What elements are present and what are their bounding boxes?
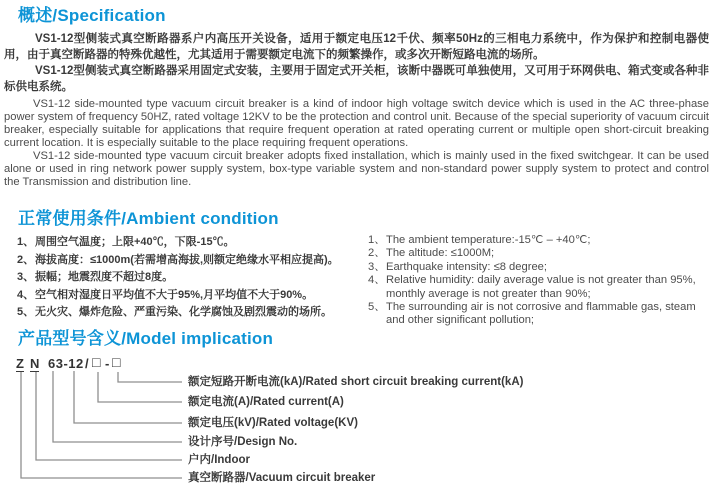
list-item <box>17 287 365 305</box>
list-item <box>17 304 365 322</box>
list-item-text: The surrounding air is not corrosive and flammable gas, steam and other significant pollution; <box>386 301 696 327</box>
list-item-text: 周围空气温度；上限+40℃，下限-15℃。 <box>35 236 235 248</box>
list-item <box>17 252 365 270</box>
ambient-list-en <box>368 234 711 328</box>
list-item-text: The altitude: ≤1000M; <box>386 247 495 260</box>
model-label-vacuum-circuit-breaker: 真空断路器/Vacuum circuit breaker <box>188 471 376 484</box>
list-item <box>368 274 711 301</box>
list-item-number: 4、 <box>368 274 386 287</box>
section-title-specification: 概述/Specification <box>18 6 166 25</box>
list-item-number: 3、 <box>368 260 386 273</box>
model-code-placeholder-box-1: □ <box>92 353 101 370</box>
model-label-rated-short-circuit-breaking-current: 额定短路开断电流(kA)/Rated short circuit breaking current(kA) <box>188 375 524 388</box>
model-code-letter-n: N <box>30 355 40 371</box>
list-item <box>368 301 711 328</box>
list-item-number: 1、 <box>368 234 386 246</box>
list-item-text: 空气相对湿度日平均值不大于95%,月平均值不大于90%。 <box>35 288 314 301</box>
list-item <box>368 261 711 274</box>
list-item-number: 5、 <box>368 301 386 314</box>
list-item <box>368 247 711 260</box>
ambient-condition-columns <box>0 234 722 328</box>
list-item-text: 海拔高度：≤1000m(若需增高海拔,则额定绝缘水平相应提高)。 <box>35 253 339 266</box>
list-item-number: 2、 <box>17 253 35 266</box>
model-designation-diagram <box>0 355 722 485</box>
list-item-text: The ambient temperature:-15℃ – +40℃; <box>386 234 591 246</box>
model-code-slash: / <box>85 355 89 371</box>
list-item-number: 5、 <box>17 306 35 318</box>
model-label-design-no: 设计序号/Design No. <box>188 435 298 448</box>
list-item <box>17 269 365 287</box>
spec-paragraph-zh-2: VS1-12型侧装式真空断路器采用固定式安装，主要用于固定式开关柜，该断中器既可单独使用，又可用于环网供电、箱式变或各种非标供电系统。 <box>4 65 709 93</box>
model-code-letter-z: Z <box>16 355 24 371</box>
list-item-text: Relative humidity: daily average value is not greater than 95%, monthly average is not greater than 90%; <box>386 274 696 300</box>
section-title-model-implication: 产品型号含义/Model implication <box>18 328 274 348</box>
model-label-indoor: 户内/Indoor <box>188 453 250 466</box>
section-title-ambient-condition: 正常使用条件/Ambient condition <box>18 209 279 228</box>
model-label-rated-current: 额定电流(A)/Rated current(A) <box>188 395 344 408</box>
model-code-design-voltage: 63-12 <box>48 355 84 371</box>
list-item-number: 4、 <box>17 288 35 301</box>
model-code-placeholder-box-2: □ <box>112 353 121 370</box>
model-label-rated-voltage: 额定电压(kV)/Rated voltage(KV) <box>188 416 358 429</box>
spec-paragraph-en-2: VS1-12 side-mounted type vacuum circuit breaker adopts fixed installation, which is mainly used in the fixed switchgear. It can be used alone or used in ring network power supply system, box-type variable system and non-standard power supply system to protect and control the Transmission and distribution line. <box>4 150 709 188</box>
list-item-number: 1、 <box>17 236 35 248</box>
list-item-text: 无火灾、爆炸危险、严重污染、化学腐蚀及剧烈震动的场所。 <box>35 306 332 318</box>
list-item-number: 3、 <box>17 271 35 283</box>
list-item <box>368 234 711 247</box>
list-item-number: 2、 <box>368 247 386 260</box>
list-item-text: Earthquake intensity: ≤8 degree; <box>386 260 548 273</box>
spec-paragraph-en-1: VS1-12 side-mounted type vacuum circuit breaker is a kind of indoor high voltage switch device which is used in the AC three-phase power system of frequency 50HZ, rated voltage 12KV to be the protection and control unit. Because of the special superiority of vacuum circuit breaker, especially suitable for applications that require frequent operation at rated operating current or multiple open short-circuit breaking current location. It is especially suitable to the place requiring frequent operations. <box>4 98 709 149</box>
ambient-list-zh <box>17 234 365 328</box>
model-code-dash: - <box>105 355 110 371</box>
list-item <box>17 234 365 252</box>
spec-paragraph-zh-1: VS1-12型侧装式真空断路器系户内高压开关设备，适用于额定电压12千伏、频率50Hz的三相电力系统中，作为保护和控制电器使用，由于真空断路器的特殊优越性，尤其适用于需要额定电流下的频繁操作，或多次开断短路电流的场所。 <box>4 33 709 61</box>
list-item-text: 振幅；地震烈度不超过8度。 <box>35 271 174 283</box>
